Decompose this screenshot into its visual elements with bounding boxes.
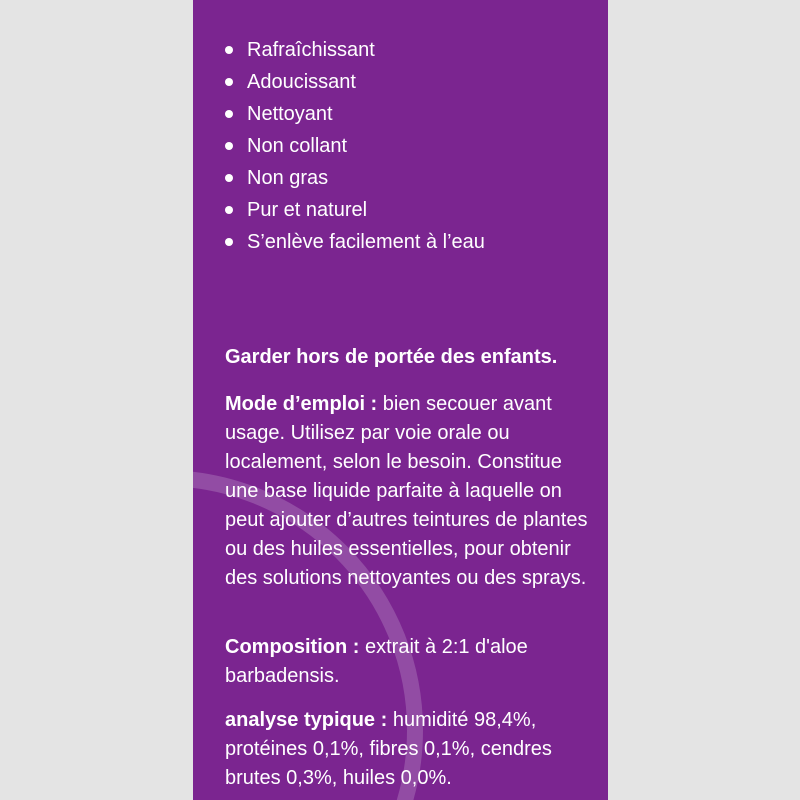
benefit-text: S’enlève facilement à l’eau: [247, 231, 485, 253]
bullet-icon: [225, 110, 233, 118]
typical-analysis-section: [225, 706, 595, 793]
benefits-list: [223, 34, 485, 258]
benefit-item: [223, 226, 485, 258]
benefit-text: Non gras: [247, 167, 329, 189]
bullet-icon: [225, 238, 233, 246]
benefit-item: [223, 130, 485, 162]
composition-label: Composition :: [225, 636, 360, 658]
composition-section: [225, 633, 595, 691]
usage-label: Mode d’emploi :: [225, 393, 378, 415]
analysis-label: analyse typique :: [225, 709, 388, 731]
product-label-panel: [193, 0, 608, 800]
composition-text: extrait à 2:1 d'aloe barbadensis.: [225, 636, 528, 687]
analysis-text: humidité 98,4%, protéines 0,1%, fibres 0,1%, cendres brutes 0,3%, huiles 0,0%.: [225, 709, 552, 789]
benefit-item: [223, 98, 485, 130]
bullet-icon: [225, 46, 233, 54]
benefit-item: [223, 34, 485, 66]
usage-text: bien secouer avant usage. Utilisez par voie orale ou localement, selon le besoin. Constitue une base liquide parfaite à laquelle on peut ajouter d’autres teintures de plantes ou des huiles essentielles, pour obtenir des solutions nettoyantes ou des sprays.: [225, 393, 588, 589]
bullet-icon: [225, 78, 233, 86]
benefit-item: [223, 66, 485, 98]
benefit-item: [223, 162, 485, 194]
benefit-text: Nettoyant: [247, 103, 333, 125]
warning-text: Garder hors de portée des enfants.: [225, 346, 558, 368]
bullet-icon: [225, 142, 233, 150]
benefit-text: Rafraîchissant: [247, 39, 375, 61]
benefit-text: Adoucissant: [247, 71, 356, 93]
benefit-text: Non collant: [247, 135, 348, 157]
benefit-item: [223, 194, 485, 226]
bullet-icon: [225, 174, 233, 182]
bullet-icon: [225, 206, 233, 214]
usage-instructions: [225, 390, 595, 593]
benefit-text: Pur et naturel: [247, 199, 368, 221]
